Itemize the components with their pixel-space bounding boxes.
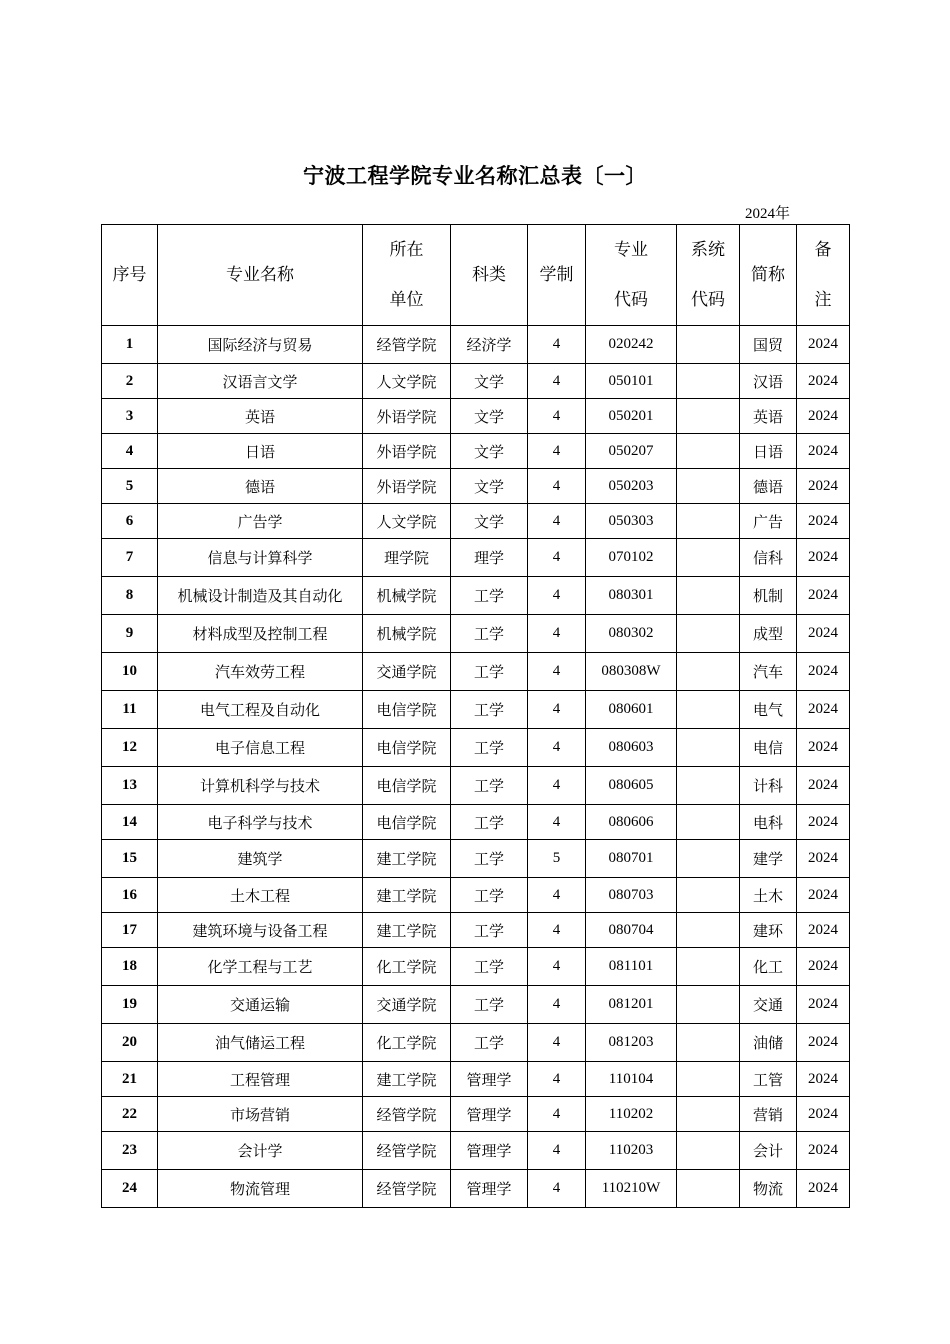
cell-code: 080704 <box>586 913 677 948</box>
cell-index: 16 <box>102 878 158 913</box>
cell-code: 110203 <box>586 1132 677 1170</box>
cell-sys-code <box>677 878 740 913</box>
cell-years: 4 <box>528 913 586 948</box>
cell-category: 工学 <box>451 615 528 653</box>
cell-note: 2024 <box>797 878 850 913</box>
cell-abbr: 交通 <box>740 986 797 1024</box>
cell-sys-code <box>677 434 740 469</box>
table-row <box>102 948 850 986</box>
cell-index: 21 <box>102 1062 158 1097</box>
cell-code: 050303 <box>586 504 677 539</box>
table-row <box>102 615 850 653</box>
table-row <box>102 840 850 878</box>
cell-unit: 化工学院 <box>363 1024 451 1062</box>
cell-unit: 人文学院 <box>363 504 451 539</box>
cell-abbr: 化工 <box>740 948 797 986</box>
cell-index: 7 <box>102 539 158 577</box>
cell-note: 2024 <box>797 577 850 615</box>
table-row <box>102 913 850 948</box>
cell-index: 4 <box>102 434 158 469</box>
cell-code: 080601 <box>586 691 677 729</box>
cell-sys-code <box>677 653 740 691</box>
cell-note: 2024 <box>797 1132 850 1170</box>
cell-note: 2024 <box>797 504 850 539</box>
header-note: 备 注 <box>797 225 850 326</box>
cell-unit: 化工学院 <box>363 948 451 986</box>
cell-unit: 外语学院 <box>363 399 451 434</box>
table-header-row <box>102 225 850 326</box>
cell-code: 081101 <box>586 948 677 986</box>
cell-unit: 理学院 <box>363 539 451 577</box>
cell-note: 2024 <box>797 539 850 577</box>
cell-years: 4 <box>528 504 586 539</box>
cell-sys-code <box>677 399 740 434</box>
cell-unit: 经管学院 <box>363 1170 451 1208</box>
table-row <box>102 691 850 729</box>
cell-index: 20 <box>102 1024 158 1062</box>
cell-category: 工学 <box>451 1024 528 1062</box>
cell-abbr: 广告 <box>740 504 797 539</box>
cell-index: 18 <box>102 948 158 986</box>
cell-index: 3 <box>102 399 158 434</box>
cell-category: 工学 <box>451 653 528 691</box>
cell-note: 2024 <box>797 805 850 840</box>
table-row <box>102 399 850 434</box>
cell-index: 6 <box>102 504 158 539</box>
cell-name: 机械设计制造及其自动化 <box>158 577 363 615</box>
header-code: 专业 代码 <box>586 225 677 326</box>
cell-index: 24 <box>102 1170 158 1208</box>
cell-unit: 电信学院 <box>363 767 451 805</box>
cell-years: 4 <box>528 767 586 805</box>
cell-name: 德语 <box>158 469 363 504</box>
cell-category: 管理学 <box>451 1132 528 1170</box>
cell-unit: 机械学院 <box>363 577 451 615</box>
cell-note: 2024 <box>797 767 850 805</box>
table-row <box>102 364 850 399</box>
cell-sys-code <box>677 504 740 539</box>
majors-table <box>101 224 850 1208</box>
cell-name: 电子信息工程 <box>158 729 363 767</box>
cell-index: 8 <box>102 577 158 615</box>
cell-note: 2024 <box>797 1097 850 1132</box>
cell-name: 广告学 <box>158 504 363 539</box>
cell-abbr: 德语 <box>740 469 797 504</box>
cell-name: 英语 <box>158 399 363 434</box>
cell-abbr: 土木 <box>740 878 797 913</box>
header-category: 科类 <box>451 225 528 326</box>
cell-note: 2024 <box>797 1024 850 1062</box>
cell-sys-code <box>677 1024 740 1062</box>
cell-unit: 交通学院 <box>363 653 451 691</box>
cell-sys-code <box>677 805 740 840</box>
cell-note: 2024 <box>797 399 850 434</box>
cell-note: 2024 <box>797 691 850 729</box>
cell-abbr: 电气 <box>740 691 797 729</box>
cell-sys-code <box>677 1097 740 1132</box>
document-title: 宁波工程学院专业名称汇总表〔一〕 <box>303 164 647 188</box>
cell-code: 080603 <box>586 729 677 767</box>
cell-code: 050101 <box>586 364 677 399</box>
cell-note: 2024 <box>797 948 850 986</box>
cell-sys-code <box>677 691 740 729</box>
cell-sys-code <box>677 469 740 504</box>
cell-category: 文学 <box>451 364 528 399</box>
cell-name: 会计学 <box>158 1132 363 1170</box>
cell-name: 工程管理 <box>158 1062 363 1097</box>
cell-abbr: 建学 <box>740 840 797 878</box>
cell-category: 工学 <box>451 767 528 805</box>
cell-years: 4 <box>528 948 586 986</box>
table-row <box>102 434 850 469</box>
cell-note: 2024 <box>797 469 850 504</box>
cell-years: 4 <box>528 1024 586 1062</box>
table-row <box>102 878 850 913</box>
cell-note: 2024 <box>797 434 850 469</box>
cell-category: 工学 <box>451 840 528 878</box>
cell-code: 080701 <box>586 840 677 878</box>
cell-code: 080302 <box>586 615 677 653</box>
cell-index: 12 <box>102 729 158 767</box>
cell-years: 4 <box>528 878 586 913</box>
cell-category: 管理学 <box>451 1170 528 1208</box>
cell-code: 110202 <box>586 1097 677 1132</box>
cell-abbr: 建环 <box>740 913 797 948</box>
cell-category: 工学 <box>451 913 528 948</box>
cell-sys-code <box>677 840 740 878</box>
cell-name: 信息与计算科学 <box>158 539 363 577</box>
cell-abbr: 国贸 <box>740 326 797 364</box>
cell-code: 070102 <box>586 539 677 577</box>
cell-category: 经济学 <box>451 326 528 364</box>
cell-unit: 机械学院 <box>363 615 451 653</box>
cell-category: 工学 <box>451 577 528 615</box>
cell-index: 2 <box>102 364 158 399</box>
cell-code: 110210W <box>586 1170 677 1208</box>
cell-code: 050207 <box>586 434 677 469</box>
cell-years: 4 <box>528 469 586 504</box>
header-years: 学制 <box>528 225 586 326</box>
cell-abbr: 汉语 <box>740 364 797 399</box>
header-abbr: 简称 <box>740 225 797 326</box>
cell-index: 23 <box>102 1132 158 1170</box>
cell-unit: 外语学院 <box>363 469 451 504</box>
cell-abbr: 信科 <box>740 539 797 577</box>
cell-code: 081203 <box>586 1024 677 1062</box>
cell-sys-code <box>677 615 740 653</box>
cell-name: 电气工程及自动化 <box>158 691 363 729</box>
cell-sys-code <box>677 326 740 364</box>
cell-abbr: 汽车 <box>740 653 797 691</box>
cell-sys-code <box>677 986 740 1024</box>
cell-code: 110104 <box>586 1062 677 1097</box>
cell-years: 4 <box>528 1132 586 1170</box>
cell-category: 文学 <box>451 434 528 469</box>
cell-unit: 经管学院 <box>363 326 451 364</box>
cell-unit: 电信学院 <box>363 805 451 840</box>
cell-name: 土木工程 <box>158 878 363 913</box>
cell-category: 理学 <box>451 539 528 577</box>
cell-sys-code <box>677 913 740 948</box>
cell-note: 2024 <box>797 326 850 364</box>
cell-code: 081201 <box>586 986 677 1024</box>
cell-abbr: 计科 <box>740 767 797 805</box>
cell-category: 工学 <box>451 805 528 840</box>
table-row <box>102 1170 850 1208</box>
table-row <box>102 767 850 805</box>
cell-code: 080308W <box>586 653 677 691</box>
cell-index: 17 <box>102 913 158 948</box>
cell-unit: 电信学院 <box>363 691 451 729</box>
cell-name: 电子科学与技术 <box>158 805 363 840</box>
cell-code: 020242 <box>586 326 677 364</box>
cell-sys-code <box>677 577 740 615</box>
table-row <box>102 805 850 840</box>
cell-sys-code <box>677 364 740 399</box>
cell-code: 050201 <box>586 399 677 434</box>
table-row <box>102 1024 850 1062</box>
cell-name: 建筑环境与设备工程 <box>158 913 363 948</box>
cell-index: 19 <box>102 986 158 1024</box>
cell-index: 5 <box>102 469 158 504</box>
cell-abbr: 营销 <box>740 1097 797 1132</box>
cell-index: 15 <box>102 840 158 878</box>
cell-name: 交通运输 <box>158 986 363 1024</box>
header-sys-code: 系统 代码 <box>677 225 740 326</box>
cell-category: 工学 <box>451 729 528 767</box>
cell-years: 4 <box>528 1097 586 1132</box>
cell-note: 2024 <box>797 913 850 948</box>
cell-years: 4 <box>528 653 586 691</box>
cell-index: 1 <box>102 326 158 364</box>
cell-sys-code <box>677 1132 740 1170</box>
cell-category: 管理学 <box>451 1062 528 1097</box>
cell-abbr: 会计 <box>740 1132 797 1170</box>
cell-note: 2024 <box>797 615 850 653</box>
table-row <box>102 577 850 615</box>
year-label: 2024年 <box>745 206 791 222</box>
cell-code: 080606 <box>586 805 677 840</box>
cell-sys-code <box>677 1062 740 1097</box>
cell-unit: 人文学院 <box>363 364 451 399</box>
cell-category: 文学 <box>451 504 528 539</box>
cell-name: 化学工程与工艺 <box>158 948 363 986</box>
cell-unit: 建工学院 <box>363 1062 451 1097</box>
cell-unit: 建工学院 <box>363 878 451 913</box>
table-row <box>102 504 850 539</box>
cell-years: 4 <box>528 326 586 364</box>
cell-name: 材料成型及控制工程 <box>158 615 363 653</box>
header-name: 专业名称 <box>158 225 363 326</box>
cell-index: 10 <box>102 653 158 691</box>
cell-category: 文学 <box>451 469 528 504</box>
cell-name: 计算机科学与技术 <box>158 767 363 805</box>
cell-name: 市场营销 <box>158 1097 363 1132</box>
cell-unit: 电信学院 <box>363 729 451 767</box>
table-row <box>102 539 850 577</box>
cell-unit: 经管学院 <box>363 1097 451 1132</box>
header-index: 序号 <box>102 225 158 326</box>
cell-years: 4 <box>528 364 586 399</box>
cell-unit: 经管学院 <box>363 1132 451 1170</box>
cell-abbr: 机制 <box>740 577 797 615</box>
cell-note: 2024 <box>797 986 850 1024</box>
cell-index: 14 <box>102 805 158 840</box>
table-row <box>102 1062 850 1097</box>
cell-abbr: 电科 <box>740 805 797 840</box>
cell-category: 工学 <box>451 986 528 1024</box>
cell-category: 管理学 <box>451 1097 528 1132</box>
cell-name: 国际经济与贸易 <box>158 326 363 364</box>
cell-category: 工学 <box>451 691 528 729</box>
cell-category: 工学 <box>451 878 528 913</box>
cell-note: 2024 <box>797 653 850 691</box>
table-row <box>102 1097 850 1132</box>
cell-years: 4 <box>528 577 586 615</box>
cell-note: 2024 <box>797 840 850 878</box>
cell-code: 080605 <box>586 767 677 805</box>
cell-years: 4 <box>528 729 586 767</box>
cell-note: 2024 <box>797 1170 850 1208</box>
cell-abbr: 工管 <box>740 1062 797 1097</box>
cell-abbr: 物流 <box>740 1170 797 1208</box>
cell-note: 2024 <box>797 729 850 767</box>
cell-years: 4 <box>528 1062 586 1097</box>
header-unit: 所在 单位 <box>363 225 451 326</box>
table-row <box>102 1132 850 1170</box>
cell-abbr: 成型 <box>740 615 797 653</box>
cell-note: 2024 <box>797 364 850 399</box>
cell-index: 11 <box>102 691 158 729</box>
cell-name: 物流管理 <box>158 1170 363 1208</box>
cell-years: 4 <box>528 986 586 1024</box>
cell-index: 13 <box>102 767 158 805</box>
cell-years: 4 <box>528 1170 586 1208</box>
cell-years: 4 <box>528 691 586 729</box>
cell-sys-code <box>677 729 740 767</box>
cell-index: 9 <box>102 615 158 653</box>
table-row <box>102 729 850 767</box>
cell-name: 汉语言文学 <box>158 364 363 399</box>
cell-years: 4 <box>528 434 586 469</box>
cell-years: 4 <box>528 539 586 577</box>
cell-years: 4 <box>528 805 586 840</box>
cell-abbr: 油储 <box>740 1024 797 1062</box>
cell-abbr: 电信 <box>740 729 797 767</box>
table-row <box>102 653 850 691</box>
cell-sys-code <box>677 767 740 805</box>
cell-code: 050203 <box>586 469 677 504</box>
cell-note: 2024 <box>797 1062 850 1097</box>
cell-years: 4 <box>528 399 586 434</box>
cell-category: 工学 <box>451 948 528 986</box>
cell-sys-code <box>677 1170 740 1208</box>
cell-unit: 交通学院 <box>363 986 451 1024</box>
table-row <box>102 986 850 1024</box>
cell-code: 080703 <box>586 878 677 913</box>
cell-abbr: 日语 <box>740 434 797 469</box>
cell-years: 4 <box>528 615 586 653</box>
cell-name: 汽车效劳工程 <box>158 653 363 691</box>
cell-index: 22 <box>102 1097 158 1132</box>
cell-code: 080301 <box>586 577 677 615</box>
cell-unit: 建工学院 <box>363 913 451 948</box>
cell-unit: 外语学院 <box>363 434 451 469</box>
table-row <box>102 326 850 364</box>
cell-name: 油气储运工程 <box>158 1024 363 1062</box>
table-row <box>102 469 850 504</box>
cell-category: 文学 <box>451 399 528 434</box>
cell-sys-code <box>677 539 740 577</box>
cell-sys-code <box>677 948 740 986</box>
cell-name: 建筑学 <box>158 840 363 878</box>
cell-years: 5 <box>528 840 586 878</box>
cell-unit: 建工学院 <box>363 840 451 878</box>
cell-abbr: 英语 <box>740 399 797 434</box>
cell-name: 日语 <box>158 434 363 469</box>
